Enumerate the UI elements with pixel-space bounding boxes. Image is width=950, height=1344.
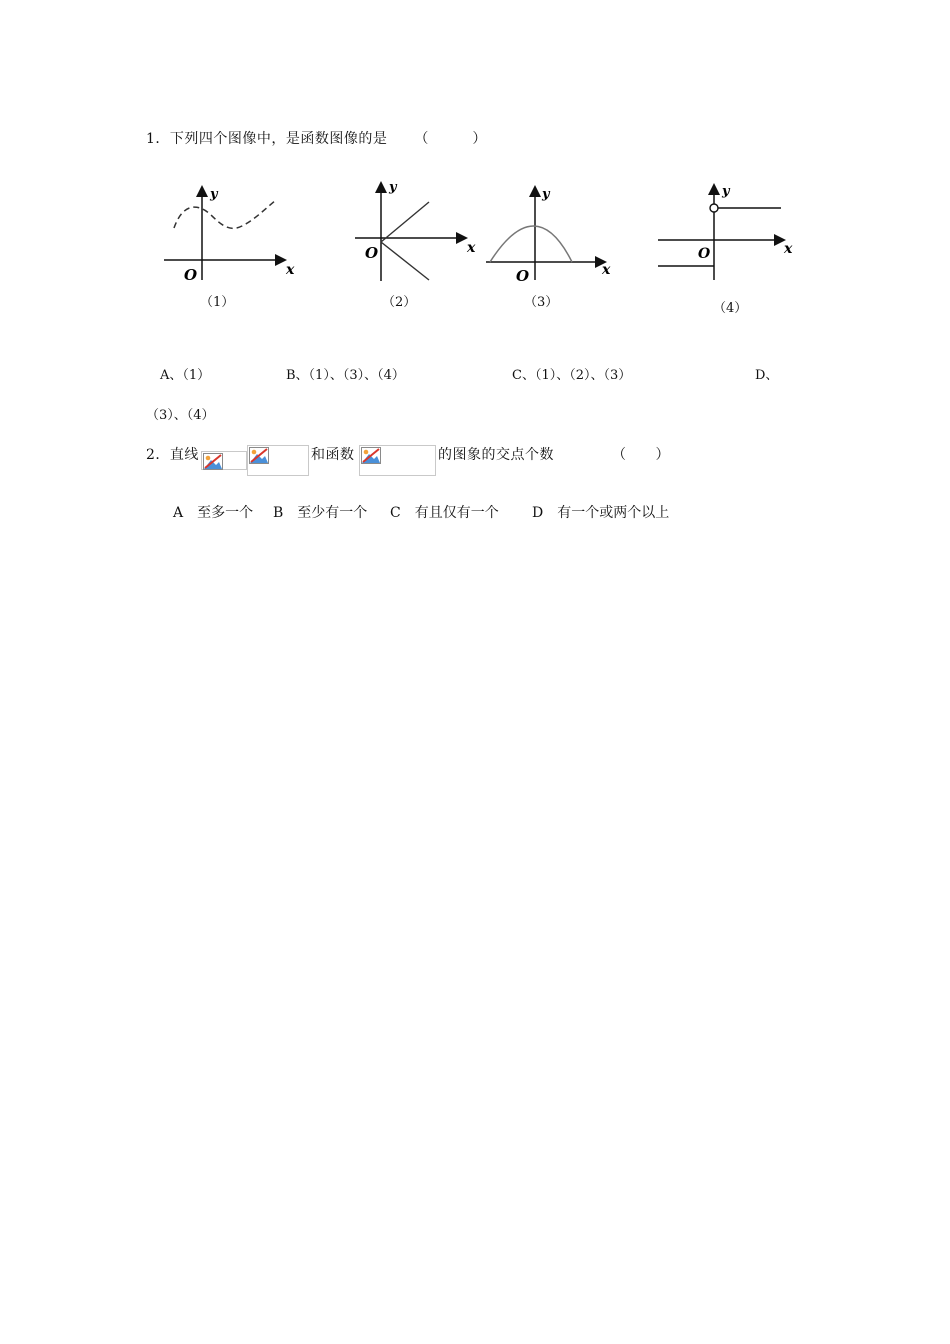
formula-image-1: [201, 451, 247, 470]
graph-4-y-label: y: [722, 184, 730, 199]
question-2-stem-mid: 和函数: [311, 447, 355, 463]
question-1-option-d-continued: （3）、（4）: [146, 408, 215, 423]
graph-2-lower-ray: [381, 242, 429, 280]
graph-3-origin-label: O: [516, 267, 530, 285]
graph-4-open-point: [710, 204, 718, 212]
question-1-option-a: A、（1）: [160, 368, 211, 383]
question-1-option-b: B、（1）、（3）、（4）: [286, 368, 405, 383]
question-2-option-c: C 有且仅有一个: [390, 505, 499, 521]
graph-4-caption: （4）: [713, 301, 748, 316]
broken-image-icon: [249, 447, 269, 464]
question-2-stem-end: 的图象的交点个数: [438, 447, 554, 463]
question-2-option-d: D 有一个或两个以上: [532, 505, 670, 521]
graph-4-x-label: x: [784, 241, 793, 257]
graph-3-parabola: [490, 226, 572, 262]
graph-2-y-label: y: [389, 180, 397, 195]
question-1-answer-paren: （ ）: [414, 131, 487, 147]
graph-3-x-label: x: [602, 262, 611, 278]
graph-1: [160, 180, 300, 285]
graph-1-origin-label: O: [184, 266, 198, 284]
graph-3-caption: （3）: [524, 295, 559, 310]
graph-2-origin-label: O: [365, 244, 379, 262]
graph-2-upper-ray: [381, 202, 429, 242]
question-1: [146, 128, 487, 148]
formula-image-2: [247, 445, 309, 476]
broken-image-icon: [203, 453, 223, 470]
graph-1-y-label: y: [210, 187, 218, 202]
question-1-option-c: C、（1）、（2）、（3）: [512, 368, 632, 383]
question-2-option-a: A 至多一个: [173, 505, 254, 521]
graph-4: [655, 180, 800, 280]
graph-2-caption: （2）: [382, 295, 417, 310]
broken-image-icon: [361, 447, 381, 464]
graph-2: [355, 176, 485, 286]
question-1-stem: 1．下列四个图像中，是函数图像的是: [146, 131, 388, 147]
graph-1-x-label: x: [286, 262, 295, 278]
formula-image-3: [359, 445, 436, 476]
graph-3-y-label: y: [542, 187, 550, 202]
graph-1-curve: [174, 200, 276, 228]
graph-2-x-label: x: [467, 240, 476, 256]
question-2-stem-start: 2．直线: [146, 447, 199, 463]
question-2-answer-paren: （ ）: [612, 447, 670, 463]
question-1-option-d: D、: [755, 368, 779, 383]
question-2-option-b: B 至少有一个: [273, 505, 368, 521]
graph-4-origin-label: O: [698, 246, 711, 262]
graph-1-caption: （1）: [200, 295, 235, 310]
graph-3: [486, 180, 618, 285]
